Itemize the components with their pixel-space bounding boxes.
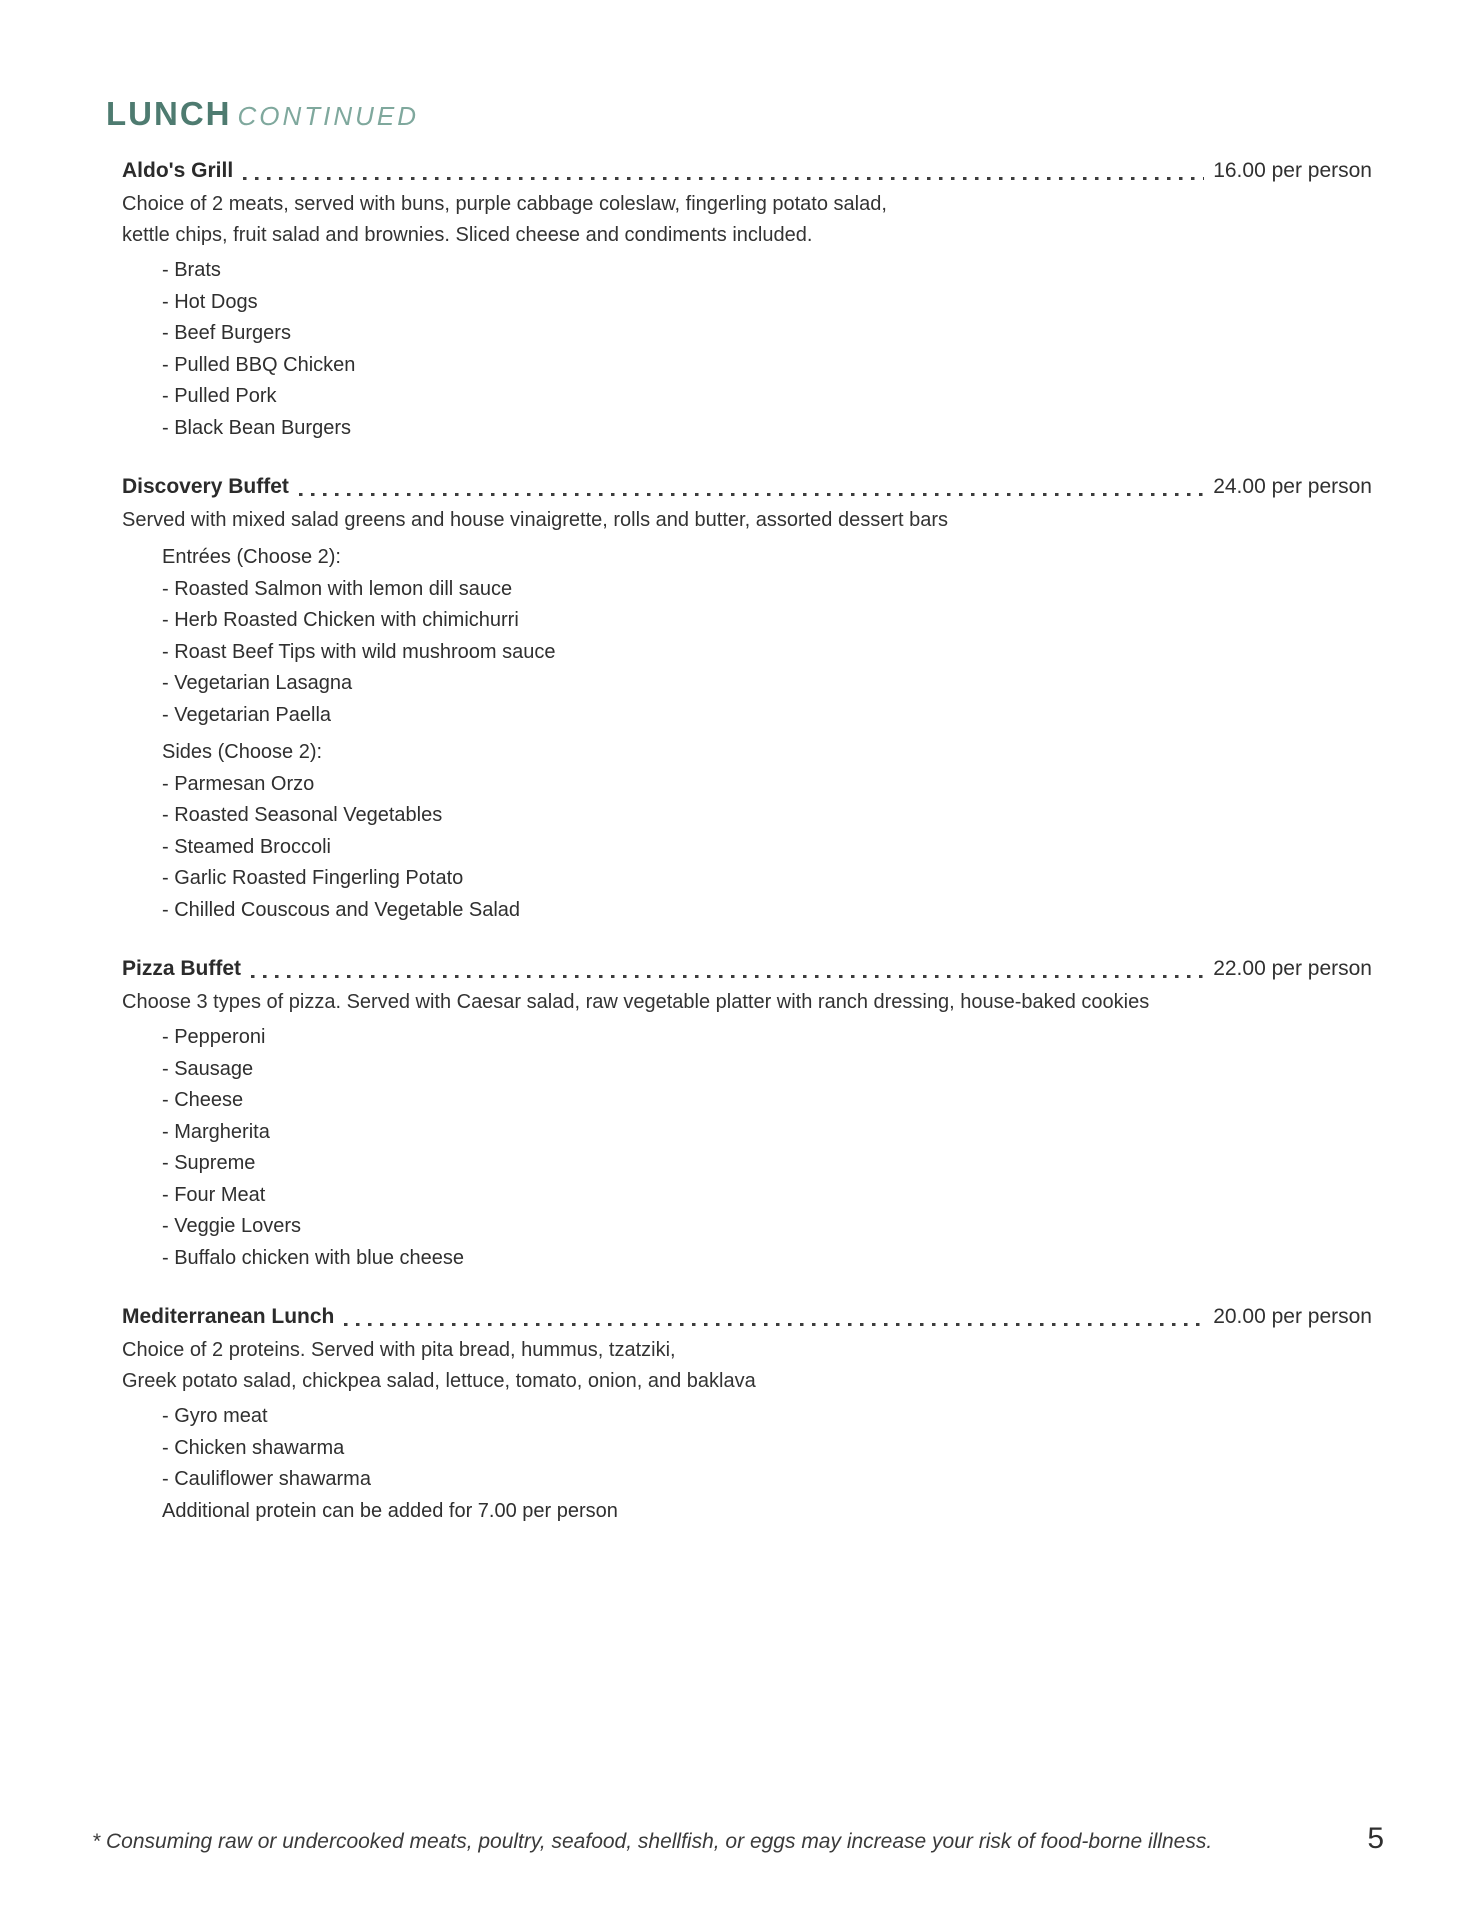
menu-item: - Margherita xyxy=(122,1117,1372,1149)
section-title-row xyxy=(122,155,1372,187)
section-title-row xyxy=(122,1301,1372,1333)
menu-section xyxy=(122,155,1372,444)
section-description-line: Greek potato salad, chickpea salad, lettuce, tomato, onion, and baklava xyxy=(122,1370,756,1392)
menu-item: - Roasted Seasonal Vegetables xyxy=(122,800,1372,832)
menu-item: - Veggie Lovers xyxy=(122,1211,1372,1243)
group-heading: Entrées (Choose 2): xyxy=(162,546,341,568)
section-description-line: kettle chips, fruit salad and brownies. Sliced cheese and condiments included. xyxy=(122,224,813,246)
menu-item: - Pulled Pork xyxy=(122,381,1372,413)
section-description xyxy=(122,1335,1372,1397)
section-description-line: Choice of 2 proteins. Served with pita bread, hummus, tzatziki, xyxy=(122,1339,676,1361)
section-price: 16.00 per person xyxy=(1213,159,1372,182)
menu-item: - Pulled BBQ Chicken xyxy=(122,350,1372,382)
menu-item: - Garlic Roasted Fingerling Potato xyxy=(122,863,1372,895)
menu-item: - Cauliflower shawarma xyxy=(122,1464,1372,1496)
menu-item: - Herb Roasted Chicken with chimichurri xyxy=(122,605,1372,637)
menu-item: - Chilled Couscous and Vegetable Salad xyxy=(122,895,1372,927)
menu-item: - Hot Dogs xyxy=(122,287,1372,319)
menu-group xyxy=(122,1401,1372,1496)
menu-item: - Roasted Salmon with lemon dill sauce xyxy=(122,574,1372,606)
page-subtitle: CONTINUED xyxy=(237,101,420,131)
menu-item: - Buffalo chicken with blue cheese xyxy=(122,1243,1372,1275)
dotted-leader xyxy=(299,493,1204,497)
page-header xyxy=(106,96,1378,134)
menu-item: - Pepperoni xyxy=(122,1022,1372,1054)
section-description-line: Choose 3 types of pizza. Served with Caesar salad, raw vegetable platter with ranch dressing, house-baked cookies xyxy=(122,991,1150,1013)
dotted-leader xyxy=(243,177,1204,181)
dotted-leader xyxy=(251,975,1204,979)
section-description xyxy=(122,189,1372,251)
section-groups xyxy=(122,1022,1372,1274)
section-description xyxy=(122,505,1372,536)
menu-item: - Parmesan Orzo xyxy=(122,769,1372,801)
menu-sections xyxy=(122,134,1372,1527)
section-price: 22.00 per person xyxy=(1213,957,1372,980)
menu-item: - Four Meat xyxy=(122,1180,1372,1212)
menu-group xyxy=(122,737,1372,926)
menu-item: - Brats xyxy=(122,255,1372,287)
page-footer xyxy=(92,1822,1384,1856)
menu-item: - Sausage xyxy=(122,1054,1372,1086)
menu-item: - Gyro meat xyxy=(122,1401,1372,1433)
group-heading: Sides (Choose 2): xyxy=(162,741,323,763)
menu-item: - Chicken shawarma xyxy=(122,1433,1372,1465)
section-name: Pizza Buffet xyxy=(122,957,242,980)
menu-item: - Steamed Broccoli xyxy=(122,832,1372,864)
section-title-row xyxy=(122,471,1372,503)
menu-item: - Roast Beef Tips with wild mushroom sauce xyxy=(122,637,1372,669)
section-description-line: Choice of 2 meats, served with buns, purple cabbage coleslaw, fingerling potato salad, xyxy=(122,193,887,215)
menu-section xyxy=(122,953,1372,1274)
section-title-row xyxy=(122,953,1372,985)
section-groups xyxy=(122,1401,1372,1527)
dotted-leader xyxy=(344,1323,1204,1327)
section-price: 24.00 per person xyxy=(1213,475,1372,498)
section-name: Mediterranean Lunch xyxy=(122,1305,335,1328)
section-description-line: Served with mixed salad greens and house vinaigrette, rolls and butter, assorted dessert bars xyxy=(122,509,949,531)
menu-group xyxy=(122,1022,1372,1274)
menu-group xyxy=(122,542,1372,731)
menu-section xyxy=(122,471,1372,926)
page-heading xyxy=(106,96,1378,134)
disclaimer-note: * Consuming raw or undercooked meats, poultry, seafood, shellfish, or eggs may increase your risk of food-borne illness. xyxy=(92,1830,1213,1853)
page-title: LUNCH xyxy=(106,95,232,132)
section-groups xyxy=(122,255,1372,444)
section-name: Discovery Buffet xyxy=(122,475,289,498)
menu-item: - Supreme xyxy=(122,1148,1372,1180)
page-number: 5 xyxy=(1367,1822,1384,1855)
section-price: 20.00 per person xyxy=(1213,1305,1372,1328)
section-note: Additional protein can be added for 7.00 per person xyxy=(162,1499,618,1522)
section-description xyxy=(122,987,1372,1018)
menu-item: - Beef Burgers xyxy=(122,318,1372,350)
menu-section xyxy=(122,1301,1372,1527)
menu-item: - Black Bean Burgers xyxy=(122,413,1372,445)
menu-item: - Cheese xyxy=(122,1085,1372,1117)
menu-group xyxy=(122,255,1372,444)
section-name: Aldo's Grill xyxy=(122,159,234,182)
menu-item: - Vegetarian Paella xyxy=(122,700,1372,732)
menu-item: - Vegetarian Lasagna xyxy=(122,668,1372,700)
section-groups xyxy=(122,542,1372,926)
